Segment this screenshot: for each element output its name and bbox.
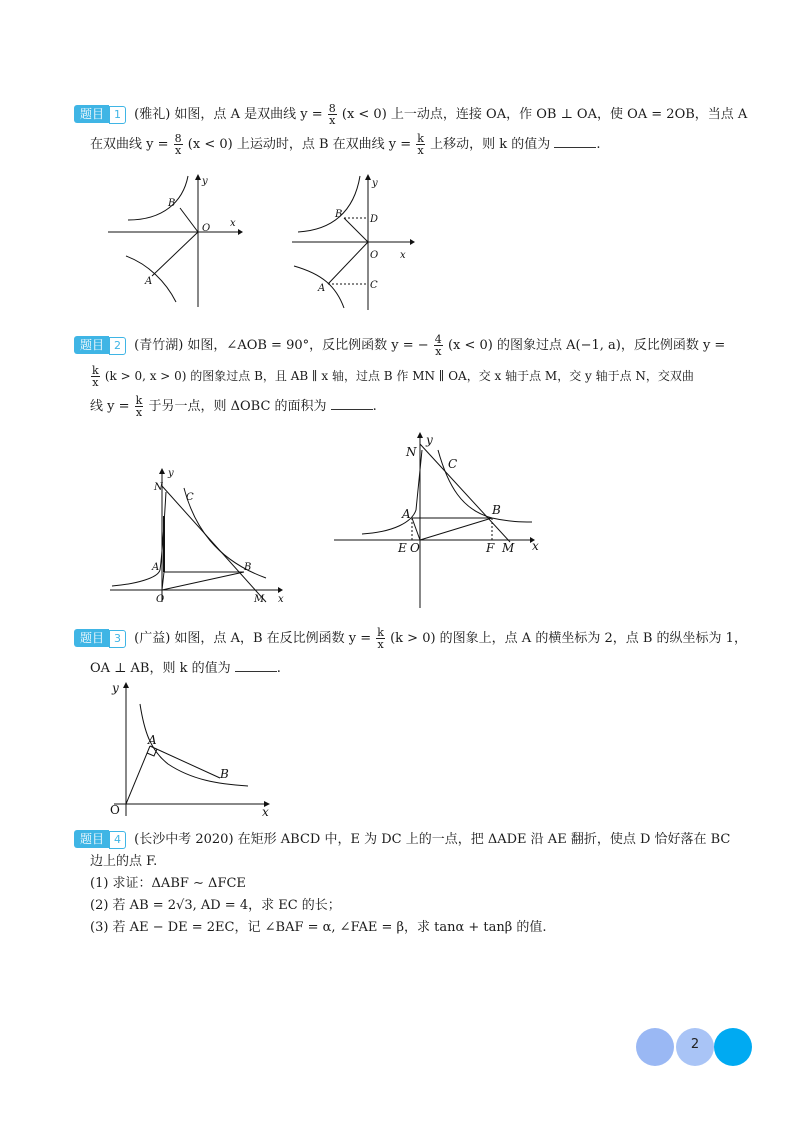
problem-tag: 题目: [74, 105, 109, 123]
label-x: x: [400, 250, 406, 261]
problem-text: (k > 0, x > 0) 的图象过点 B，且 AB ∥ x 轴，过点 B 作 MN ∥ OA，交 x 轴于点 M，交 y 轴于点 N，交双曲: [104, 369, 694, 383]
label-y: y: [202, 176, 208, 187]
denominator: x: [135, 406, 143, 419]
problem-number: 3: [109, 630, 126, 648]
problem-text: (雅礼) 如图，点 A 是双曲线 y =: [134, 107, 323, 122]
label-o: O: [156, 594, 165, 605]
label-b: B: [492, 503, 501, 517]
fraction: [91, 365, 100, 388]
problem-4-line-5: [90, 917, 724, 939]
x-axis-arrow: [278, 587, 283, 593]
label-o: O: [110, 803, 120, 817]
problem-text: (x < 0) 上运动时，点 B 在双曲线 y =: [187, 137, 412, 152]
answer-blank[interactable]: [331, 395, 373, 410]
problem-text: (青竹湖) 如图，∠AOB = 90°，反比例函数 y = −: [134, 338, 429, 353]
line-mn: [420, 444, 510, 542]
problem-text: OA ⊥ AB，则 k 的值为: [90, 661, 231, 676]
label-y: y: [426, 433, 433, 447]
label-b: B: [168, 198, 176, 209]
segment-ob: [344, 218, 368, 242]
problem-1: [74, 100, 748, 160]
problem-text: (x < 0) 上一动点，连接 OA，作 OB ⊥ OA，使 OA = 2OB，当点 A: [341, 107, 748, 122]
label-c: C: [370, 280, 378, 291]
numerator: 4: [434, 333, 442, 346]
segment-ob: [180, 208, 198, 232]
label-m: M: [254, 594, 265, 605]
problem-text: 于另一点，则 ΔOBC 的面积为: [148, 399, 327, 414]
label-n: N: [406, 445, 417, 459]
problem-4-line-1: [74, 829, 731, 851]
problem-text: 在双曲线 y =: [90, 137, 169, 152]
figure-2-right: [332, 430, 552, 610]
numerator: k: [135, 394, 143, 407]
problem-2: [74, 331, 724, 422]
problem-tag: 题目: [74, 336, 109, 354]
fraction: [174, 133, 183, 156]
label-a: A: [148, 733, 157, 747]
numerator: 8: [328, 102, 336, 115]
problem-4-line-3: [90, 873, 724, 895]
figure-2-left: [106, 466, 296, 606]
problem-text: 边上的点 F.: [90, 854, 158, 869]
numerator: 8: [174, 132, 182, 145]
problem-text: (广益) 如图，点 A，B 在反比例函数 y =: [134, 631, 372, 646]
problem-number: 1: [109, 106, 126, 124]
label-a: A: [152, 562, 160, 573]
label-x: x: [278, 594, 284, 605]
label-x: x: [262, 805, 269, 819]
denominator: x: [329, 114, 336, 127]
problem-3-line-1: [74, 624, 747, 654]
segment-oa: [126, 746, 150, 804]
problem-text: 线 y =: [90, 399, 130, 414]
y-axis-arrow: [159, 468, 165, 474]
label-y: y: [112, 681, 119, 695]
y-axis-arrow: [195, 174, 201, 180]
problem-number: 4: [109, 831, 126, 849]
label-b: B: [335, 209, 343, 220]
label-e: E: [398, 541, 407, 555]
label-m: M: [502, 541, 515, 555]
label-b: B: [244, 562, 252, 573]
label-d: D: [370, 214, 379, 225]
denominator: x: [417, 144, 424, 157]
figure-1-right: [292, 172, 422, 312]
denominator: x: [435, 345, 442, 358]
fraction: [376, 627, 385, 650]
decor-dot-right: [714, 1028, 752, 1066]
y-axis-arrow: [123, 682, 129, 688]
segment-oa: [412, 518, 420, 540]
label-f: F: [486, 541, 495, 555]
curve-right: [184, 488, 266, 578]
fraction: [434, 334, 443, 357]
problem-1-line-1: [74, 100, 748, 130]
numerator: k: [377, 626, 384, 639]
problem-text: (2) 若 AB = 2√3, AD = 4，求 EC 的长；: [90, 898, 341, 913]
curve-b: [298, 176, 360, 232]
figure-3: [106, 680, 281, 820]
denominator: x: [377, 638, 384, 651]
numerator: k: [417, 132, 424, 145]
fraction: [416, 133, 425, 156]
denominator: x: [175, 144, 182, 157]
y-axis-arrow: [365, 174, 371, 180]
x-axis-arrow: [410, 239, 415, 245]
problem-text: (k > 0) 的图象上，点 A 的横坐标为 2，点 B 的纵坐标为 1，: [390, 631, 747, 646]
problem-text: (x < 0) 的图象过点 A(−1, a)，反比例函数 y =: [447, 338, 726, 353]
label-n: N: [154, 482, 163, 493]
problem-2-line-3: 线 y = $\frac{k}{x}$ 于另一点，则 ΔOBC 的面积为 .: [90, 394, 377, 419]
label-c: C: [448, 457, 458, 471]
page-indicator: [636, 1028, 754, 1068]
label-o: O: [202, 223, 211, 234]
problem-text: (1) 求证：ΔABF ∼ ΔFCE: [90, 876, 246, 891]
problem-3: [74, 624, 747, 684]
label-o: O: [370, 250, 379, 261]
answer-blank[interactable]: [235, 657, 277, 672]
segment-ob: [162, 572, 244, 590]
problem-text: 上移动，则 k 的值为: [430, 137, 551, 152]
label-c: C: [186, 492, 194, 503]
denominator: x: [92, 376, 99, 389]
line-mn: [162, 486, 266, 602]
segment-oa: [152, 232, 198, 276]
problem-3-line-2: OA ⊥ AB，则 k 的值为 .: [90, 654, 724, 684]
problem-4: [74, 829, 731, 939]
label-x: x: [532, 539, 539, 553]
curve-b: [128, 176, 188, 220]
fraction: [328, 103, 337, 126]
x-axis-arrow: [238, 229, 243, 235]
problem-tag: 题目: [74, 629, 109, 647]
numerator: k: [92, 364, 99, 377]
label-a: A: [145, 276, 153, 287]
segment-ob: [420, 518, 492, 540]
label-b: B: [220, 767, 229, 781]
problem-4-line-4: [90, 895, 724, 917]
fraction: [135, 395, 144, 418]
problem-2-line-1: [74, 331, 724, 361]
problem-text: (长沙中考 2020) 在矩形 ABCD 中，E 为 DC 上的一点，把 ΔADE 沿 AE 翻折，使点 D 恰好落在 BC: [134, 832, 731, 847]
label-x: x: [230, 218, 236, 229]
label-o: O: [410, 541, 420, 555]
answer-blank[interactable]: [554, 133, 596, 148]
decor-dot-left: [636, 1028, 674, 1066]
page-number: 2: [690, 1037, 700, 1052]
label-y: y: [168, 468, 174, 479]
problem-4-line-2: [90, 851, 724, 873]
problem-2-line-2: [90, 361, 724, 392]
problem-number: 2: [109, 337, 126, 355]
label-y: y: [372, 178, 378, 189]
problem-tag: 题目: [74, 830, 109, 848]
label-a: A: [402, 507, 411, 521]
segment-oa: [328, 242, 368, 284]
figure-1-left: [108, 172, 248, 312]
label-a: A: [318, 283, 326, 294]
problem-1-line-2: 在双曲线 y = $\frac{8}{x}$ (x < 0) 上运动时，点 B 在双曲线 y = $\frac{k}{x}$ 上移动，则 k 的值为 .: [90, 132, 601, 157]
y-axis-arrow: [417, 432, 423, 438]
problem-text: (3) 若 AE − DE = 2EC，记 ∠BAF = α, ∠FAE = β，求 tanα + tanβ 的值.: [90, 920, 547, 935]
